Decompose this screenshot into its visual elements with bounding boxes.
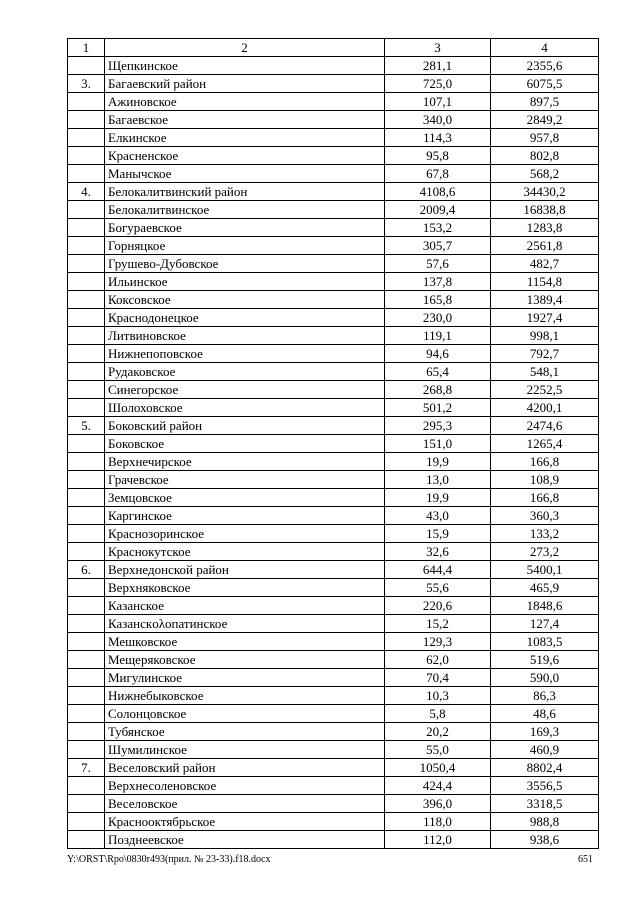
table-row	[68, 543, 599, 561]
row-name: Ильинское	[105, 273, 385, 291]
table-row	[68, 363, 599, 381]
row-name: Верхнесоленовское	[105, 777, 385, 795]
row-value-4: 133,2	[491, 525, 599, 543]
row-number	[68, 201, 105, 219]
row-number	[68, 633, 105, 651]
row-value-3: 151,0	[385, 435, 491, 453]
table-row	[68, 633, 599, 651]
row-value-4: 519,6	[491, 651, 599, 669]
row-number: 4.	[68, 183, 105, 201]
row-name: Казанскολопатинское	[105, 615, 385, 633]
row-name: Мешковское	[105, 633, 385, 651]
row-number	[68, 363, 105, 381]
row-value-4: 127,4	[491, 615, 599, 633]
row-value-3: 70,4	[385, 669, 491, 687]
row-value-4: 169,3	[491, 723, 599, 741]
row-number	[68, 93, 105, 111]
row-value-3: 5,8	[385, 705, 491, 723]
row-number	[68, 291, 105, 309]
row-value-3: 55,6	[385, 579, 491, 597]
row-name: Краснокутское	[105, 543, 385, 561]
row-number	[68, 129, 105, 147]
row-value-4: 802,8	[491, 147, 599, 165]
row-number: 7.	[68, 759, 105, 777]
row-number	[68, 255, 105, 273]
row-number: 3.	[68, 75, 105, 93]
row-value-4: 6075,5	[491, 75, 599, 93]
row-value-4: 465,9	[491, 579, 599, 597]
table-row	[68, 255, 599, 273]
row-value-4: 86,3	[491, 687, 599, 705]
table-row	[68, 165, 599, 183]
row-value-3: 268,8	[385, 381, 491, 399]
row-value-3: 725,0	[385, 75, 491, 93]
row-value-3: 114,3	[385, 129, 491, 147]
row-name: Веселовское	[105, 795, 385, 813]
row-name: Краснодонецкое	[105, 309, 385, 327]
row-number	[68, 507, 105, 525]
row-number	[68, 345, 105, 363]
table-row	[68, 813, 599, 831]
table-row	[68, 345, 599, 363]
table-row	[68, 453, 599, 471]
row-name: Позднеевское	[105, 831, 385, 849]
table-row	[68, 201, 599, 219]
row-value-4: 3556,5	[491, 777, 599, 795]
table-row	[68, 759, 599, 777]
table-row	[68, 57, 599, 75]
row-value-4: 2849,2	[491, 111, 599, 129]
row-name: Мигулинское	[105, 669, 385, 687]
row-value-3: 67,8	[385, 165, 491, 183]
row-value-3: 165,8	[385, 291, 491, 309]
row-number: 6.	[68, 561, 105, 579]
row-value-3: 424,4	[385, 777, 491, 795]
table-row	[68, 579, 599, 597]
row-value-4: 897,5	[491, 93, 599, 111]
header-col-3: 3	[385, 39, 491, 57]
table-header-row	[68, 39, 599, 57]
row-value-4: 1848,6	[491, 597, 599, 615]
row-value-3: 10,3	[385, 687, 491, 705]
row-name: Красненское	[105, 147, 385, 165]
row-number	[68, 597, 105, 615]
table-row	[68, 273, 599, 291]
row-value-4: 568,2	[491, 165, 599, 183]
row-name: Верхняковское	[105, 579, 385, 597]
row-number	[68, 687, 105, 705]
header-col-2: 2	[105, 39, 385, 57]
table-row	[68, 615, 599, 633]
row-value-3: 220,6	[385, 597, 491, 615]
row-number	[68, 111, 105, 129]
row-name: Краснозоринское	[105, 525, 385, 543]
row-number	[68, 651, 105, 669]
row-value-3: 295,3	[385, 417, 491, 435]
row-name: Земцовское	[105, 489, 385, 507]
table-row	[68, 651, 599, 669]
row-name: Богураевское	[105, 219, 385, 237]
table-row	[68, 777, 599, 795]
table-body	[68, 57, 599, 849]
table-row	[68, 309, 599, 327]
page-number: 651	[578, 854, 593, 865]
row-name: Казанское	[105, 597, 385, 615]
row-name: Нижнепоповское	[105, 345, 385, 363]
table-row	[68, 795, 599, 813]
table-row	[68, 705, 599, 723]
table-row	[68, 327, 599, 345]
row-value-4: 1265,4	[491, 435, 599, 453]
row-value-4: 590,0	[491, 669, 599, 687]
row-value-4: 460,9	[491, 741, 599, 759]
row-value-3: 137,8	[385, 273, 491, 291]
table-row	[68, 75, 599, 93]
row-value-4: 1927,4	[491, 309, 599, 327]
row-number	[68, 813, 105, 831]
table-row	[68, 687, 599, 705]
table-row	[68, 561, 599, 579]
table-row	[68, 147, 599, 165]
row-name: Грачевское	[105, 471, 385, 489]
row-value-4: 998,1	[491, 327, 599, 345]
row-name: Верхнечирское	[105, 453, 385, 471]
table-row	[68, 507, 599, 525]
row-number	[68, 381, 105, 399]
row-number	[68, 543, 105, 561]
row-number	[68, 237, 105, 255]
row-value-4: 2355,6	[491, 57, 599, 75]
allocation-table	[67, 38, 599, 849]
row-name: Веселовский район	[105, 759, 385, 777]
row-name: Синегорское	[105, 381, 385, 399]
row-value-3: 501,2	[385, 399, 491, 417]
table-row	[68, 597, 599, 615]
table-row	[68, 237, 599, 255]
row-number	[68, 399, 105, 417]
file-path-footer: Y:\ORST\Rpo\0830r493(прил. № 23-33).f18.docx	[67, 854, 271, 865]
row-number	[68, 57, 105, 75]
row-value-3: 20,2	[385, 723, 491, 741]
row-number	[68, 795, 105, 813]
table-row	[68, 399, 599, 417]
row-name: Каргинское	[105, 507, 385, 525]
row-name: Литвиновское	[105, 327, 385, 345]
table-row	[68, 417, 599, 435]
row-number	[68, 273, 105, 291]
row-value-4: 792,7	[491, 345, 599, 363]
row-value-4: 1083,5	[491, 633, 599, 651]
row-name: Боковский район	[105, 417, 385, 435]
row-value-3: 129,3	[385, 633, 491, 651]
row-name: Краснооктябрьское	[105, 813, 385, 831]
row-value-4: 4200,1	[491, 399, 599, 417]
row-value-3: 32,6	[385, 543, 491, 561]
row-value-3: 19,9	[385, 489, 491, 507]
row-value-4: 273,2	[491, 543, 599, 561]
row-name: Манычское	[105, 165, 385, 183]
row-name: Солонцовское	[105, 705, 385, 723]
row-value-3: 95,8	[385, 147, 491, 165]
row-value-4: 34430,2	[491, 183, 599, 201]
row-value-4: 3318,5	[491, 795, 599, 813]
row-number	[68, 147, 105, 165]
table-row	[68, 435, 599, 453]
row-name: Белокалитвинский район	[105, 183, 385, 201]
table-row	[68, 219, 599, 237]
row-value-4: 2474,6	[491, 417, 599, 435]
row-name: Щепкинское	[105, 57, 385, 75]
row-value-3: 62,0	[385, 651, 491, 669]
row-name: Шумилинское	[105, 741, 385, 759]
row-value-4: 48,6	[491, 705, 599, 723]
row-number	[68, 723, 105, 741]
row-number	[68, 579, 105, 597]
row-value-3: 281,1	[385, 57, 491, 75]
row-name: Боковское	[105, 435, 385, 453]
table-row	[68, 93, 599, 111]
row-value-4: 988,8	[491, 813, 599, 831]
row-value-3: 340,0	[385, 111, 491, 129]
row-number	[68, 705, 105, 723]
row-name: Грушево-Дубовское	[105, 255, 385, 273]
row-value-3: 94,6	[385, 345, 491, 363]
row-value-3: 644,4	[385, 561, 491, 579]
row-value-4: 8802,4	[491, 759, 599, 777]
row-value-4: 1283,8	[491, 219, 599, 237]
row-value-4: 5400,1	[491, 561, 599, 579]
table-row	[68, 291, 599, 309]
row-number	[68, 453, 105, 471]
table-row	[68, 471, 599, 489]
row-value-4: 16838,8	[491, 201, 599, 219]
row-number	[68, 615, 105, 633]
row-value-3: 15,2	[385, 615, 491, 633]
table-row	[68, 129, 599, 147]
row-number	[68, 831, 105, 849]
row-name: Ажиновское	[105, 93, 385, 111]
row-value-4: 360,3	[491, 507, 599, 525]
row-value-3: 118,0	[385, 813, 491, 831]
row-value-4: 108,9	[491, 471, 599, 489]
row-value-3: 4108,6	[385, 183, 491, 201]
row-value-3: 107,1	[385, 93, 491, 111]
header-col-1: 1	[68, 39, 105, 57]
row-value-3: 43,0	[385, 507, 491, 525]
row-number	[68, 741, 105, 759]
row-number	[68, 435, 105, 453]
row-value-4: 166,8	[491, 489, 599, 507]
row-number	[68, 219, 105, 237]
row-name: Багаевское	[105, 111, 385, 129]
row-value-4: 2561,8	[491, 237, 599, 255]
table-row	[68, 831, 599, 849]
row-value-4: 482,7	[491, 255, 599, 273]
row-number	[68, 777, 105, 795]
row-name: Елкинское	[105, 129, 385, 147]
table-row	[68, 111, 599, 129]
row-name: Коксовское	[105, 291, 385, 309]
row-name: Рудаковское	[105, 363, 385, 381]
table-row	[68, 669, 599, 687]
row-name: Тубянское	[105, 723, 385, 741]
row-value-3: 2009,4	[385, 201, 491, 219]
row-value-4: 548,1	[491, 363, 599, 381]
header-col-4: 4	[491, 39, 599, 57]
row-value-4: 2252,5	[491, 381, 599, 399]
row-number	[68, 525, 105, 543]
row-number: 5.	[68, 417, 105, 435]
row-value-4: 957,8	[491, 129, 599, 147]
table-row	[68, 183, 599, 201]
row-value-3: 19,9	[385, 453, 491, 471]
row-value-4: 1154,8	[491, 273, 599, 291]
row-number	[68, 669, 105, 687]
table-row	[68, 723, 599, 741]
row-value-4: 1389,4	[491, 291, 599, 309]
row-value-4: 166,8	[491, 453, 599, 471]
row-name: Багаевский район	[105, 75, 385, 93]
row-name: Нижнебыковское	[105, 687, 385, 705]
row-number	[68, 327, 105, 345]
row-number	[68, 309, 105, 327]
row-value-3: 65,4	[385, 363, 491, 381]
row-value-3: 1050,4	[385, 759, 491, 777]
row-value-3: 55,0	[385, 741, 491, 759]
row-number	[68, 489, 105, 507]
table-row	[68, 381, 599, 399]
row-value-3: 112,0	[385, 831, 491, 849]
row-value-3: 153,2	[385, 219, 491, 237]
table-row	[68, 741, 599, 759]
table-row	[68, 489, 599, 507]
row-value-3: 119,1	[385, 327, 491, 345]
row-value-3: 57,6	[385, 255, 491, 273]
row-name: Верхнедонской район	[105, 561, 385, 579]
row-name: Мещеряковское	[105, 651, 385, 669]
row-value-3: 15,9	[385, 525, 491, 543]
row-number	[68, 165, 105, 183]
row-number	[68, 471, 105, 489]
row-name: Белокалитвинское	[105, 201, 385, 219]
row-name: Шолоховское	[105, 399, 385, 417]
row-value-3: 396,0	[385, 795, 491, 813]
row-name: Горняцкое	[105, 237, 385, 255]
table-row	[68, 525, 599, 543]
row-value-3: 305,7	[385, 237, 491, 255]
row-value-4: 938,6	[491, 831, 599, 849]
row-value-3: 13,0	[385, 471, 491, 489]
row-value-3: 230,0	[385, 309, 491, 327]
